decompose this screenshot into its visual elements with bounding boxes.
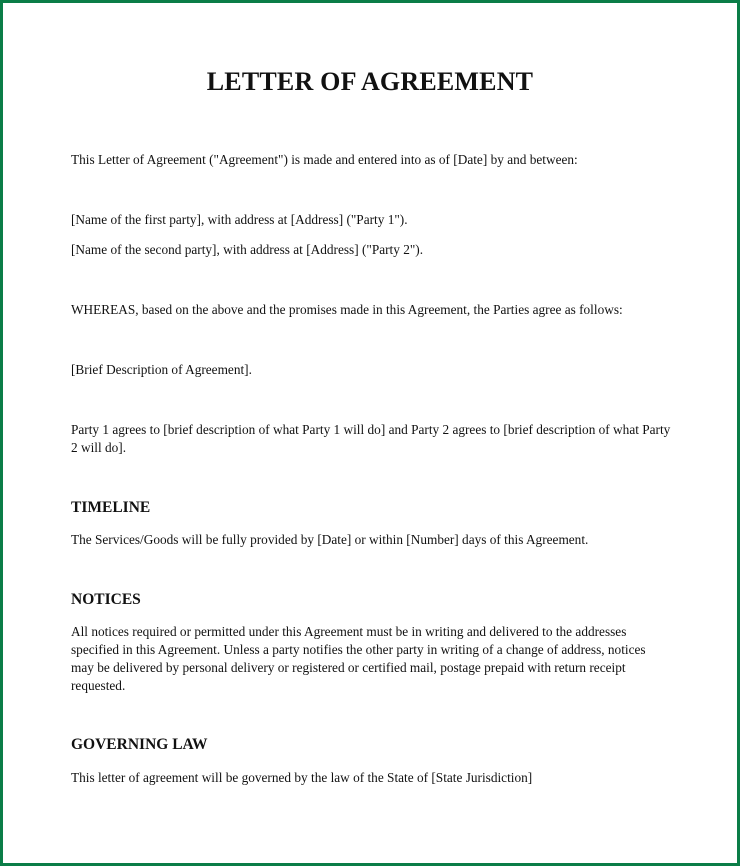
whereas-paragraph: WHEREAS, based on the above and the promises made in this Agreement, the Parties agree as follows: <box>71 302 623 317</box>
party-1-line: [Name of the first party], with address at [Address] ("Party 1"). <box>71 212 408 227</box>
document-title: LETTER OF AGREEMENT <box>206 67 534 96</box>
section-heading-notices: NOTICES <box>71 591 141 608</box>
section-body-timeline: The Services/Goods will be fully provided by [Date] or within [Number] days of this Agreement. <box>71 532 589 547</box>
section-body-governing-law: This letter of agreement will be governed by the law of the State of [State Jurisdiction] <box>71 770 533 785</box>
section-heading-governing-law: GOVERNING LAW <box>71 736 208 753</box>
brief-description: [Brief Description of Agreement]. <box>71 362 252 377</box>
party-2-line: [Name of the second party], with address at [Address] ("Party 2"). <box>71 242 424 257</box>
section-heading-timeline: TIMELINE <box>71 499 151 516</box>
obligations-paragraph: Party 1 agrees to [brief description of what Party 1 will do] and Party 2 agrees to [brief description of what Party 2 will do]. <box>71 422 671 455</box>
intro-paragraph: This Letter of Agreement ("Agreement") is made and entered into as of [Date] by and between: <box>71 152 578 167</box>
section-body-notices: All notices required or permitted under this Agreement must be in writing and delivered to the addresses specified in this Agreement. Unless a party notifies the other party in writing of a change of address, notices may be delivered by personal delivery or registered or certified mail, postage prepaid with return receipt requested. <box>71 624 646 693</box>
